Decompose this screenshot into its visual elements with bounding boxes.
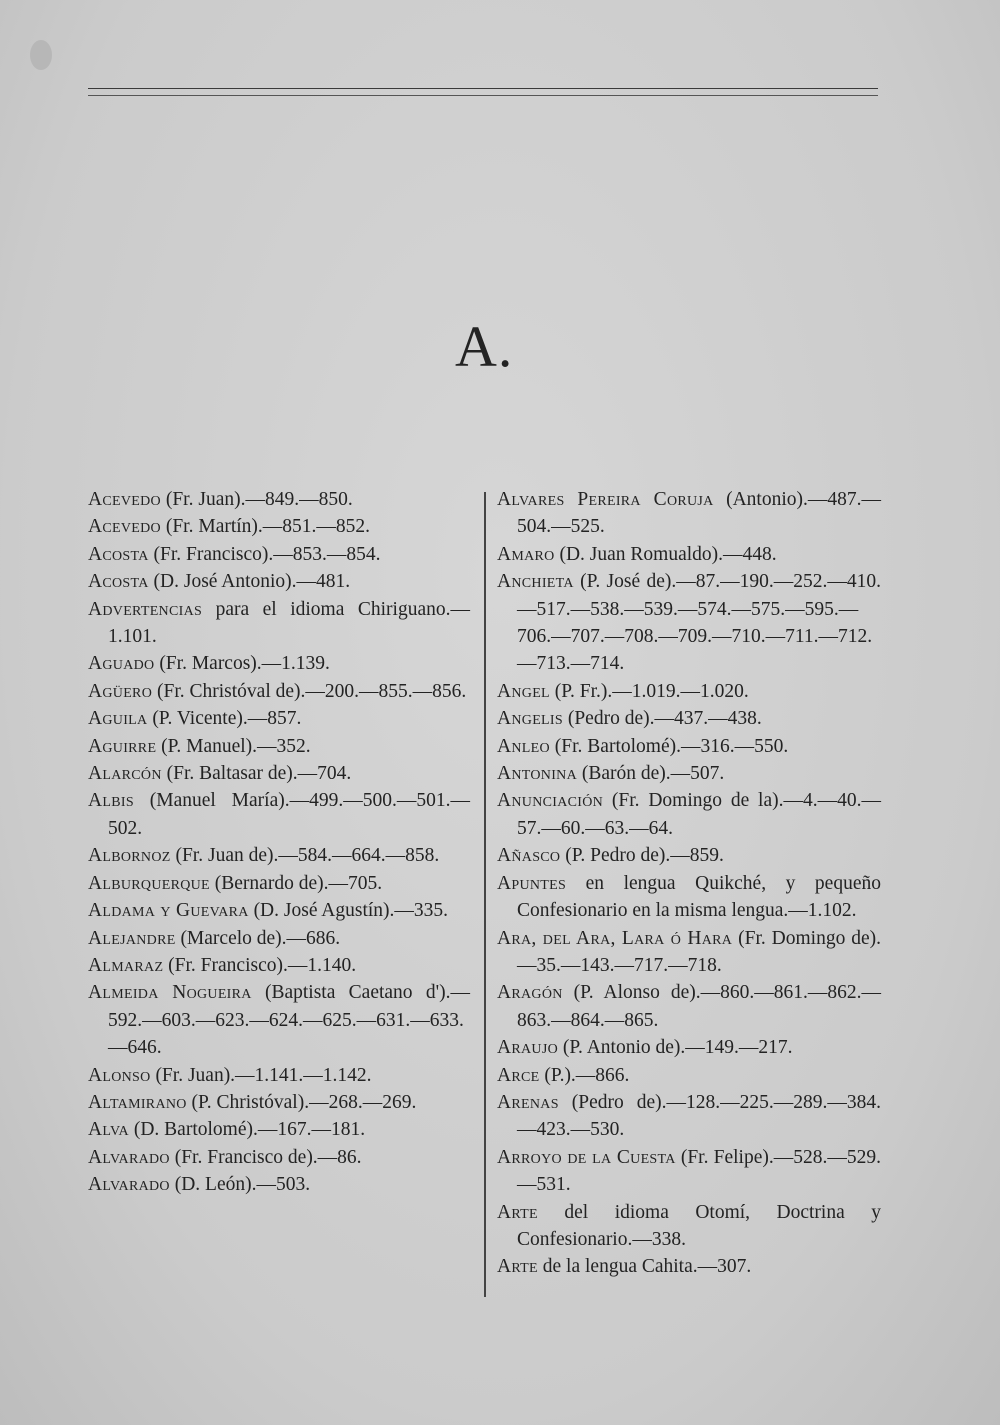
index-entry	[497, 568, 881, 678]
entry-heading: Antonina	[497, 763, 577, 785]
entry-references: (P. José de).—87.—190.—252.—410.—517.—538.—539.—574.—575.—595.—706.—707.—708.—709.—710.—711.—712.—713.—714.	[517, 571, 881, 675]
entry-references: (Fr. Christóval de).—200.—855.—856.	[152, 680, 467, 702]
entry-references: (P. Manuel).—352.	[156, 735, 311, 757]
entry-heading: Angelis	[497, 708, 563, 730]
entry-heading: Angel	[497, 680, 550, 702]
entry-references: (Antonio).—487.—504.—525.	[517, 489, 882, 538]
entry-heading: Acevedo	[88, 489, 161, 510]
entry-references: (D. León).—503.	[169, 1174, 311, 1196]
index-entry	[497, 486, 881, 541]
entry-heading: Alarcón	[88, 763, 162, 785]
entry-references: (P. Alonso de).—860.—861.—862.—863.—864.—865.	[517, 982, 881, 1031]
index-entry	[497, 1089, 881, 1144]
index-entry	[497, 760, 881, 787]
entry-heading: Aragón	[497, 982, 563, 1004]
index-entry	[497, 705, 881, 732]
entry-heading: Almeida Nogueira	[88, 982, 252, 1004]
index-entry	[88, 486, 470, 513]
index-entry	[497, 842, 881, 869]
index-entry	[88, 760, 470, 787]
section-letter: A.	[455, 314, 514, 379]
entry-heading: Alvarado	[88, 1146, 170, 1168]
header-rule	[88, 88, 878, 96]
entry-heading: Acosta	[88, 543, 149, 565]
entry-heading: Amaro	[497, 543, 555, 565]
entry-heading: Aguirre	[88, 735, 157, 757]
entry-references: (Marcelo de).—686.	[175, 927, 341, 949]
index-entry	[88, 842, 470, 869]
index-entry	[88, 1171, 470, 1198]
index-entry	[88, 787, 470, 842]
entry-references: (Fr. Domingo de la).—4.—40.—57.—60.—63.—64.	[517, 790, 881, 839]
entry-references: (Fr. Bartolomé).—316.—550.	[549, 735, 789, 757]
index-entry	[497, 870, 881, 925]
entry-references: de la lengua Cahita.—307.	[537, 1256, 752, 1278]
entry-references: (P. Vicente).—857.	[147, 708, 302, 730]
entry-references: (Fr. Francisco).—1.140.	[163, 954, 357, 976]
index-entry	[497, 1062, 881, 1089]
entry-heading: Anchieta	[497, 571, 574, 593]
entry-heading: Acevedo	[88, 516, 161, 538]
entry-references: en lengua Quikché, y pequeño Confesionario en la misma lengua.—1.102.	[517, 872, 881, 922]
index-entry	[88, 568, 470, 595]
entry-heading: Alonso	[88, 1064, 151, 1086]
entry-references: (Pedro de).—437.—438.	[562, 708, 762, 730]
index-entry	[88, 678, 470, 705]
index-entry	[497, 733, 881, 760]
entry-heading: Advertencias	[88, 598, 203, 620]
index-entry	[88, 705, 470, 732]
index-entry	[497, 979, 881, 1034]
entry-references: (D. José Antonio).—481.	[148, 571, 351, 593]
entry-heading: Alburquerque	[88, 872, 210, 894]
entry-references: (Fr. Francisco de).—86.	[169, 1146, 362, 1168]
entry-heading: Aguila	[88, 708, 148, 730]
entry-heading: Aldama y Guevara	[88, 900, 249, 922]
entry-references: (Fr. Juan).—1.141.—1.142.	[150, 1064, 372, 1086]
index-entry	[88, 1089, 470, 1116]
entry-references: (D. Bartolomé).—167.—181.	[128, 1119, 366, 1141]
entry-references: (Fr. Baltasar de).—704.	[161, 763, 352, 785]
index-entry	[497, 787, 881, 842]
index-entry	[88, 1062, 470, 1089]
entry-heading: Alvarado	[88, 1174, 170, 1196]
entry-references: (D. José Agustín).—335.	[248, 900, 449, 922]
index-entry	[497, 1199, 881, 1254]
entry-heading: Apuntes	[497, 872, 567, 894]
entry-heading: Arte	[497, 1201, 538, 1223]
entry-references: (Fr. Juan).—849.—850.	[160, 489, 353, 510]
index-entry	[88, 925, 470, 952]
entry-references: (P. Fr.).—1.019.—1.020.	[549, 680, 749, 702]
entry-references: (Barón de).—507.	[577, 763, 725, 785]
entry-heading: Araujo	[497, 1037, 558, 1059]
entry-heading: Alva	[88, 1119, 129, 1141]
entry-heading: Albis	[88, 790, 134, 812]
index-entry	[497, 1253, 881, 1280]
index-entry	[88, 897, 470, 924]
entry-references: (Fr. Marcos).—1.139.	[154, 653, 330, 675]
entry-heading: Arte	[497, 1256, 538, 1278]
index-entry	[497, 925, 881, 980]
index-entry	[497, 1144, 881, 1199]
index-column-left	[88, 486, 470, 1199]
entry-references: (Fr. Martín).—851.—852.	[160, 516, 371, 538]
index-entry	[88, 1144, 470, 1171]
entry-heading: Altamirano	[88, 1091, 187, 1113]
entry-references: (P. Antonio de).—149.—217.	[558, 1037, 793, 1059]
entry-heading: Albornoz	[88, 845, 171, 867]
entry-references: (Fr. Felipe).—528.—529.—531.	[517, 1146, 882, 1196]
index-entry	[88, 979, 470, 1061]
entry-references: (P.).—866.	[539, 1064, 630, 1086]
index-entry	[88, 952, 470, 979]
entry-heading: Agüero	[88, 680, 153, 702]
entry-references: (Baptista Caetano d').—592.—603.—623.—624.—625.—631.—633.—646.	[108, 982, 470, 1059]
index-column-right	[497, 486, 881, 1281]
index-entry	[497, 541, 881, 568]
entry-references: (Manuel María).—499.—500.—501.—502.	[108, 790, 470, 839]
entry-references: (Fr. Juan de).—584.—664.—858.	[170, 845, 440, 867]
entry-heading: Arroyo de la Cuesta	[497, 1146, 676, 1168]
entry-heading: Arenas	[497, 1091, 559, 1113]
index-entry	[88, 541, 470, 568]
entry-heading: Añasco	[497, 845, 561, 867]
entry-heading: Anleo	[497, 735, 550, 757]
paper-stain	[30, 40, 52, 70]
index-entry	[497, 1034, 881, 1061]
index-entry	[497, 678, 881, 705]
entry-references: (Pedro de).—128.—225.—289.—384.—423.—530.	[517, 1091, 881, 1141]
entry-heading: Arce	[497, 1064, 540, 1086]
entry-references: (Fr. Domingo de).—35.—143.—717.—718.	[517, 927, 881, 976]
entry-heading: Almaraz	[88, 954, 164, 976]
entry-heading: Aguado	[88, 653, 155, 675]
entry-heading: Ara, del Ara, Lara ó Hara	[497, 927, 733, 949]
index-entry	[88, 596, 470, 651]
index-entry	[88, 650, 470, 677]
entry-references: del idioma Otomí, Doctrina y Confesionario.—338.	[517, 1201, 881, 1250]
entry-references: (D. Juan Romualdo).—448.	[554, 543, 777, 565]
column-divider	[484, 492, 486, 1297]
entry-references: (Bernardo de).—705.	[209, 872, 383, 894]
index-entry	[88, 513, 470, 540]
entry-heading: Acosta	[88, 571, 149, 593]
entry-references: (P. Pedro de).—859.	[560, 845, 724, 867]
index-entry	[88, 733, 470, 760]
entry-heading: Alejandre	[88, 927, 176, 949]
entry-references: para el idioma Chiriguano.—1.101.	[108, 598, 470, 648]
index-entry	[88, 1116, 470, 1143]
entry-references: (P. Christóval).—268.—269.	[186, 1091, 417, 1113]
entry-heading: Anunciación	[497, 790, 604, 812]
index-entry	[88, 870, 470, 897]
entry-heading: Alvares Pereira Coruja	[497, 489, 714, 510]
entry-references: (Fr. Francisco).—853.—854.	[148, 543, 381, 565]
